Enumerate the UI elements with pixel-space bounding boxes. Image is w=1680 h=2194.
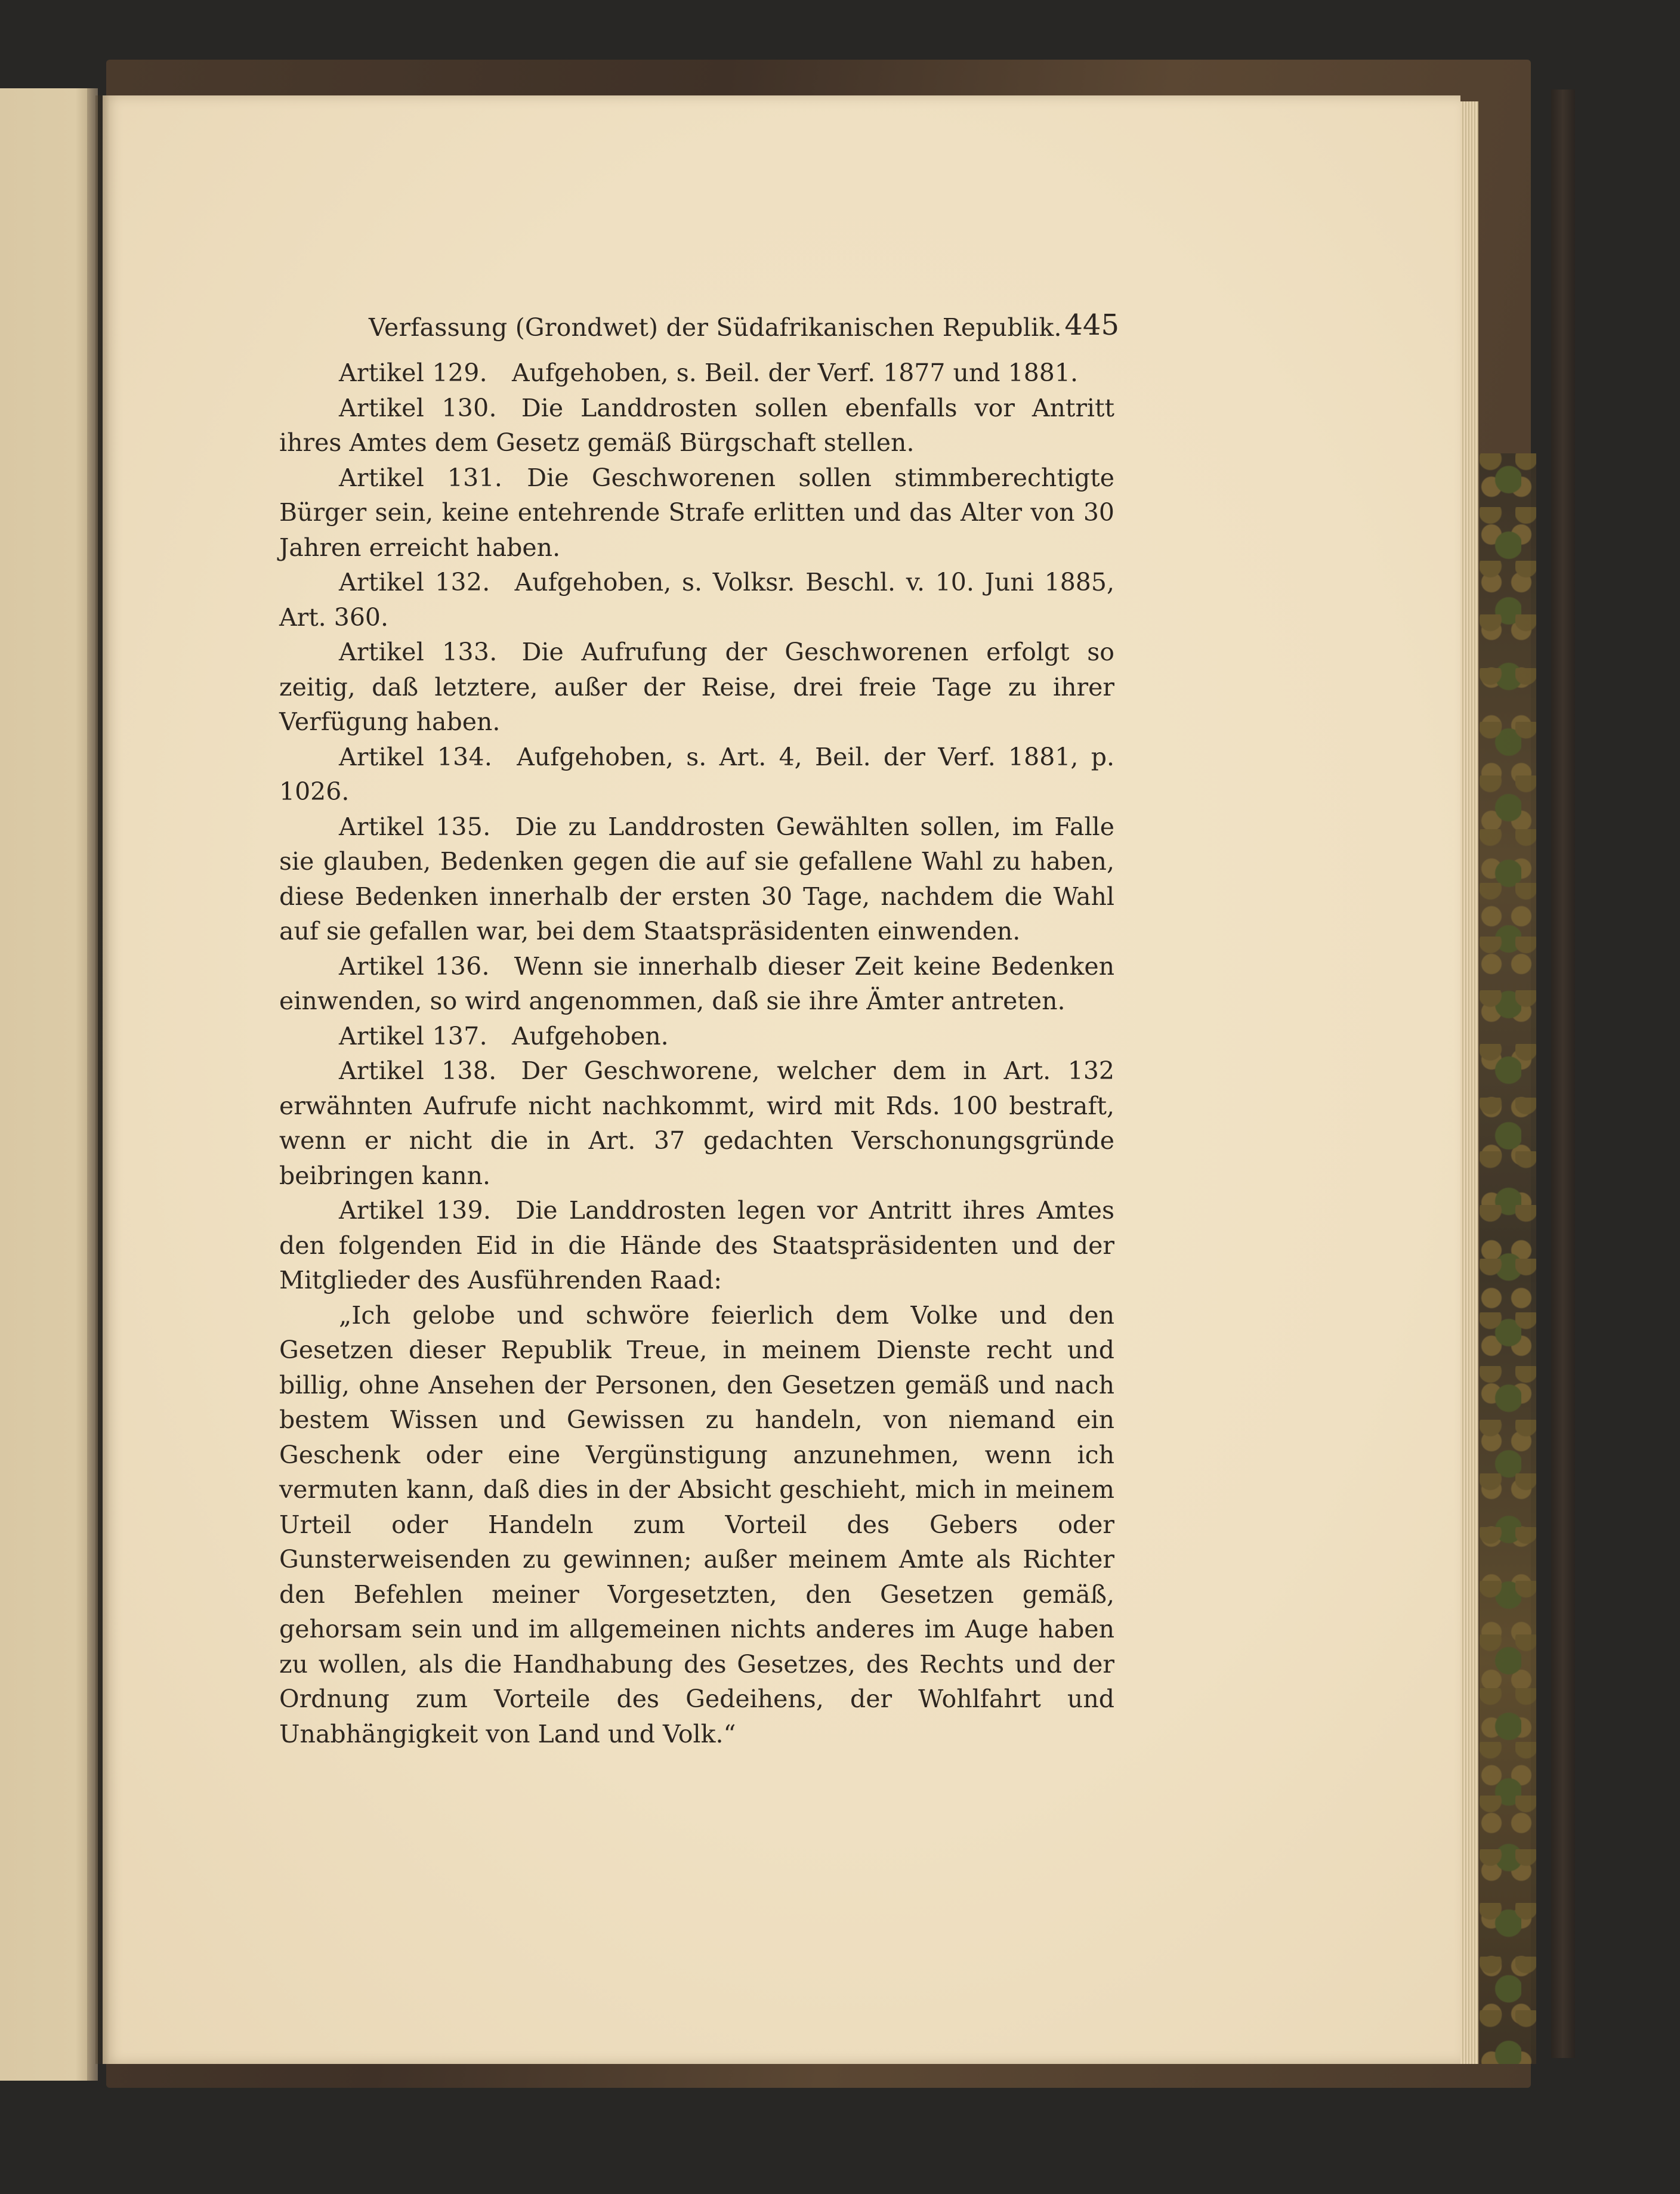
article-text: Aufgehoben, s. Art. 4, Beil. der Verf. 1881, p. 1026.	[279, 742, 1114, 806]
article-label: Artikel 136.	[339, 951, 490, 981]
article-text: Die Geschworenen sollen stimmberechtigte Bürger sein, keine entehrende Strafe erlitten und das Alter von 30 Jahren erreicht haben.	[279, 463, 1114, 562]
article-paragraph	[279, 740, 1114, 809]
leather-binding-edge	[1551, 89, 1575, 2058]
article-paragraph	[279, 949, 1114, 1019]
article-label: Artikel 137.	[339, 1021, 487, 1050]
page-stack-edges	[1460, 101, 1478, 2064]
article-paragraph	[279, 461, 1114, 566]
article-paragraph	[279, 1193, 1114, 1298]
article-paragraph	[279, 356, 1114, 391]
article-text: Aufgehoben, s. Volksr. Beschl. v. 10. Juni 1885, Art. 360.	[279, 568, 1114, 632]
article-paragraph	[279, 565, 1114, 635]
article-text: Die Landdrosten legen vor Antritt ihres Amtes den folgenden Eid in die Hände des Staatspräsidenten und der Mitglieder des Ausführenden Raad:	[279, 1196, 1114, 1294]
article-paragraph	[279, 809, 1114, 949]
article-text: Die Aufrufung der Geschworenen erfolgt so zeitig, daß letztere, außer der Reise, drei freie Tage zu ihrer Verfügung haben.	[279, 638, 1114, 736]
article-label: Artikel 134.	[339, 742, 493, 771]
article-label: Artikel 135.	[339, 812, 491, 841]
article-text: Aufgehoben, s. Beil. der Verf. 1877 und 1881.	[511, 359, 1078, 387]
marbled-endpaper	[1480, 453, 1536, 2064]
article-label: Artikel 138.	[339, 1056, 497, 1085]
running-head-title: Verfassung (Grondwet) der Südafrikanischen Republik.	[369, 313, 1062, 342]
page-number: 445	[1064, 308, 1119, 342]
article-label: Artikel 139.	[339, 1196, 492, 1225]
oath-text: „Ich gelobe und schwöre feierlich dem Volke und den Gesetzen dieser Republik Treue, in meinem Dienste recht und billig, ohne Ansehen der Personen, den Gesetzen gemäß und nach bestem Wissen und Gewissen zu handeln, von niemand ein Geschenk oder eine Vergünstigung anzunehmen, wenn ich vermuten kann, daß dies in der Absicht geschieht, mich in meinem Urteil oder Handeln zum Vorteil des Gebers oder Gunsterweisenden zu gewinnen; außer meinem Amte als Richter den Befehlen meiner Vorgesetzten, den Gesetzen gemäß, gehorsam sein und im allgemeinen nichts anderes im Auge haben zu wollen, als die Handhabung des Gesetzes, des Rechts und der Ordnung zum Vorteile des Gedeihens, der Wohlfahrt und Unabhängigkeit von Land und Volk.“	[279, 1300, 1114, 1748]
article-paragraph	[279, 1019, 1114, 1054]
page-text-block	[279, 308, 1119, 1751]
article-paragraph	[279, 635, 1114, 740]
article-text: Der Geschworene, welcher dem in Art. 132 erwähnten Aufrufe nicht nachkommt, wird mit Rds. 100 bestraft, wenn er nicht die in Art. 37 gedachten Verschonungsgründe beibringen kann.	[279, 1056, 1114, 1190]
article-text: Aufgehoben.	[511, 1021, 669, 1050]
article-list	[279, 356, 1114, 1298]
article-label: Artikel 133.	[339, 638, 498, 666]
article-label: Artikel 132.	[339, 568, 490, 597]
article-paragraph	[279, 391, 1114, 461]
article-label: Artikel 129.	[339, 359, 487, 387]
running-head	[279, 308, 1119, 356]
article-text: Wenn sie innerhalb dieser Zeit keine Bedenken einwenden, so wird angenommen, daß sie ihre Ämter antreten.	[279, 951, 1114, 1015]
gutter-shadow	[95, 95, 110, 2064]
article-text: Die zu Landdrosten Gewählten sollen, im Falle sie glauben, Bedenken gegen die auf sie gefallene Wahl zu haben, diese Bedenken innerhalb der ersten 30 Tage, nachdem die Wahl auf sie gefallen war, bei dem Staatspräsidenten einwenden.	[279, 812, 1114, 945]
article-label: Artikel 130.	[339, 393, 497, 422]
article-text: Die Landdrosten sollen ebenfalls vor Antritt ihres Amtes dem Gesetz gemäß Bürgschaft stellen.	[279, 393, 1114, 457]
article-label: Artikel 131.	[339, 463, 503, 492]
article-paragraph	[279, 1053, 1114, 1193]
left-page-edge	[0, 88, 94, 2081]
